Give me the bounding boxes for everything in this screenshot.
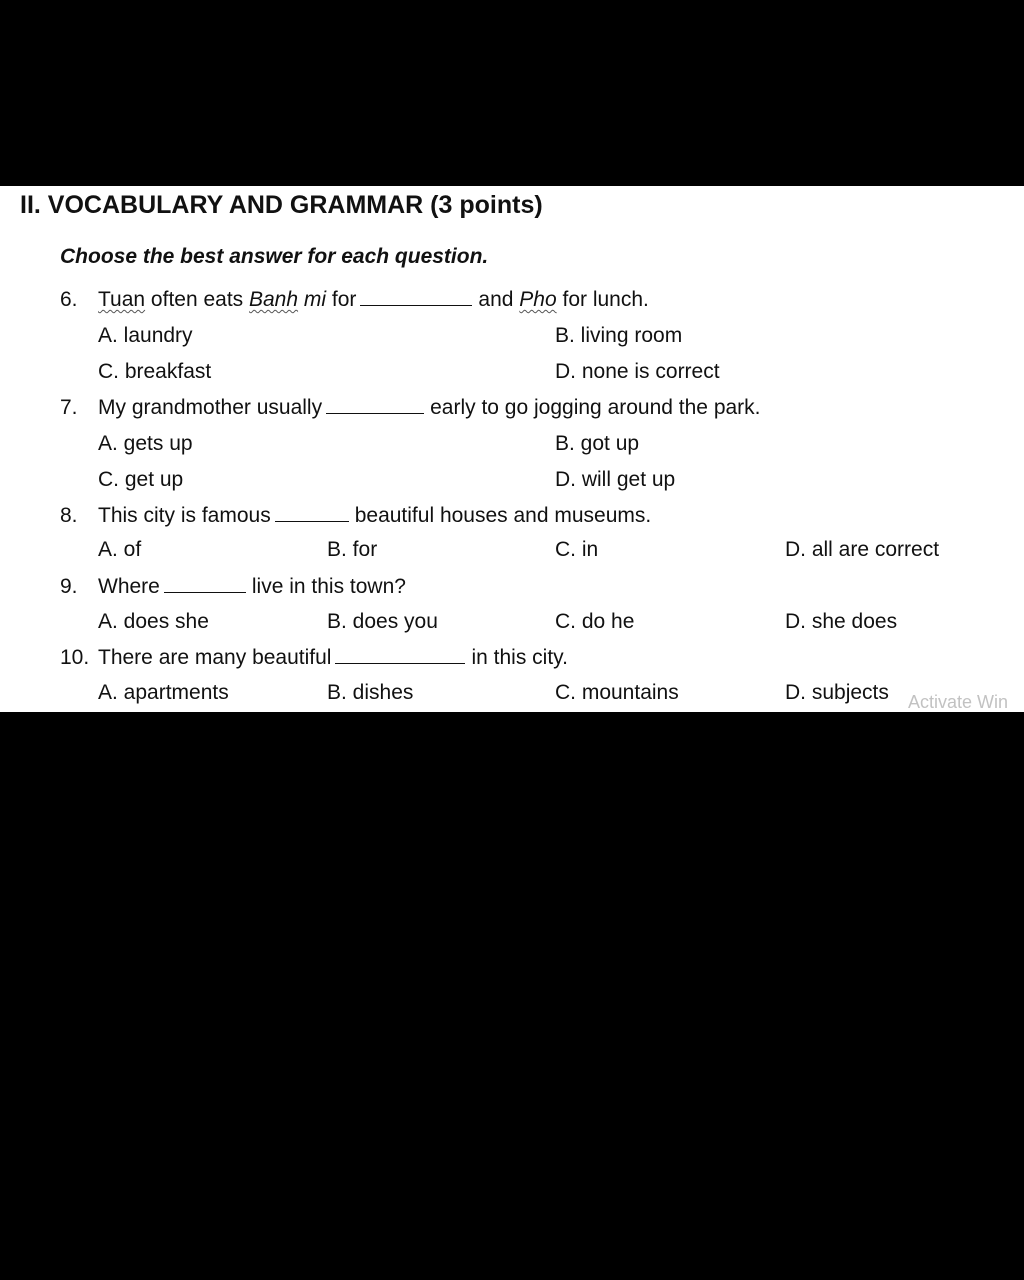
question-text: beautiful houses and museums. [354,504,652,527]
option-d: D. none is correct [555,360,720,383]
question-number: 7. [60,396,78,419]
worksheet-page [0,186,1024,712]
instruction: Choose the best answer for each question. [60,245,489,268]
question-text: early to go jogging around the park. [430,396,761,419]
question-7 [60,395,761,420]
option-c: C. mountains [555,681,679,704]
option-a: A. apartments [98,681,229,704]
question-number: 8. [60,504,78,527]
question-10 [60,645,568,670]
option-d: D. will get up [555,468,676,491]
option-b: B. living room [555,324,683,347]
option-a: A. laundry [98,324,193,347]
question-text: and [478,288,520,311]
option-c: C. breakfast [98,360,212,383]
option-a: A. does she [98,610,209,633]
question-text: for [326,288,357,311]
option-c: C. in [555,538,599,561]
question-9 [60,574,406,599]
question-text: Pho [519,288,557,311]
question-text: in this city. [471,646,568,669]
question-text: Tuan [98,288,146,311]
answer-blank [360,287,472,306]
question-text: My grandmother usually [98,396,323,419]
question-number: 9. [60,575,78,598]
question-text: Banh [249,288,299,311]
question-text: There are many beautiful [98,646,332,669]
question-number: 10. [60,646,90,669]
answer-blank [326,395,424,414]
answer-blank [164,574,246,593]
option-d: D. all are correct [785,538,940,561]
option-b: B. got up [555,432,640,455]
activation-watermark: Activate Win [908,692,1009,712]
option-b: B. for [327,538,378,561]
question-text: This city is famous [98,504,271,527]
question-text: often eats [145,288,249,311]
option-c: C. get up [98,468,184,491]
option-c: C. do he [555,610,635,633]
answer-blank [335,645,465,664]
option-b: B. dishes [327,681,414,704]
question-number: 6. [60,288,78,311]
question-6 [60,287,649,312]
question-text: live in this town? [251,575,406,598]
question-8 [60,503,651,528]
option-d: D. she does [785,610,898,633]
option-a: A. of [98,538,142,561]
answer-blank [275,503,349,522]
question-text: Where [98,575,160,598]
question-text: mi [303,288,327,311]
section-title: II. VOCABULARY AND GRAMMAR (3 points) [20,191,543,219]
option-d: D. subjects [785,681,889,704]
question-text: for lunch. [556,288,649,311]
option-a: A. gets up [98,432,193,455]
option-b: B. does you [327,610,438,633]
